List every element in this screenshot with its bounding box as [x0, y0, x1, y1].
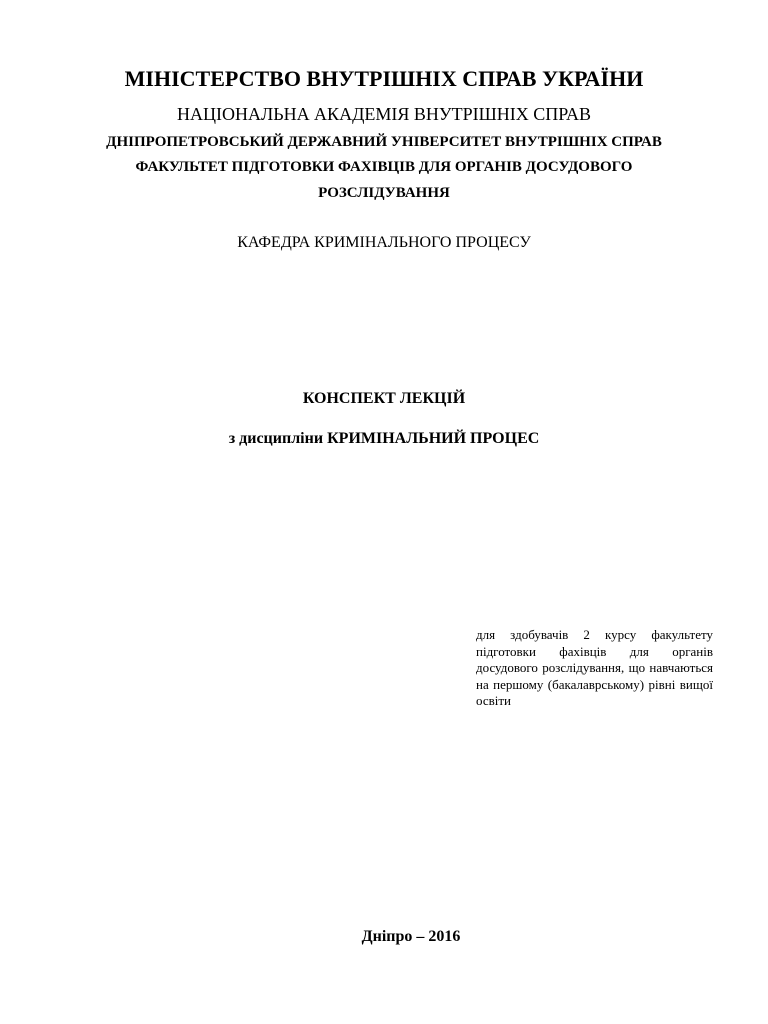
faculty-heading-line2: РОЗСЛІДУВАННЯ [318, 185, 450, 201]
university-heading: ДНІПРОПЕТРОВСЬКИЙ ДЕРЖАВНИЙ УНІВЕРСИТЕТ ВНУТРІШНІХ СПРАВ [106, 134, 662, 150]
document-title: КОНСПЕКТ ЛЕКЦІЙ [302, 390, 466, 407]
faculty-heading-line1: ФАКУЛЬТЕТ ПІДГОТОВКИ ФАХІВЦІВ ДЛЯ ОРГАНІВ ДОСУДОВОГО [135, 159, 633, 175]
department-heading: КАФЕДРА КРИМІНАЛЬНОГО ПРОЦЕСУ [237, 234, 531, 251]
discipline-name: КРИМІНАЛЬНИЙ ПРОЦЕС [327, 430, 540, 447]
place-year: Дніпро – 2016 [361, 928, 461, 945]
discipline-line [0, 430, 768, 448]
discipline-prefix: з дисципліни [228, 430, 324, 447]
audience-note: для здобувачів 2 курсу факультету підготовки фахівців для органів досудового розслідування, що навчаються на першому (бакалаврському) рівні вищої освіти [476, 627, 713, 708]
ministry-heading: МІНІСТЕРСТВО ВНУТРІШНІХ СПРАВ УКРАЇНИ [124, 66, 644, 91]
academy-heading: НАЦІОНАЛЬНА АКАДЕМІЯ ВНУТРІШНІХ СПРАВ [177, 104, 591, 124]
